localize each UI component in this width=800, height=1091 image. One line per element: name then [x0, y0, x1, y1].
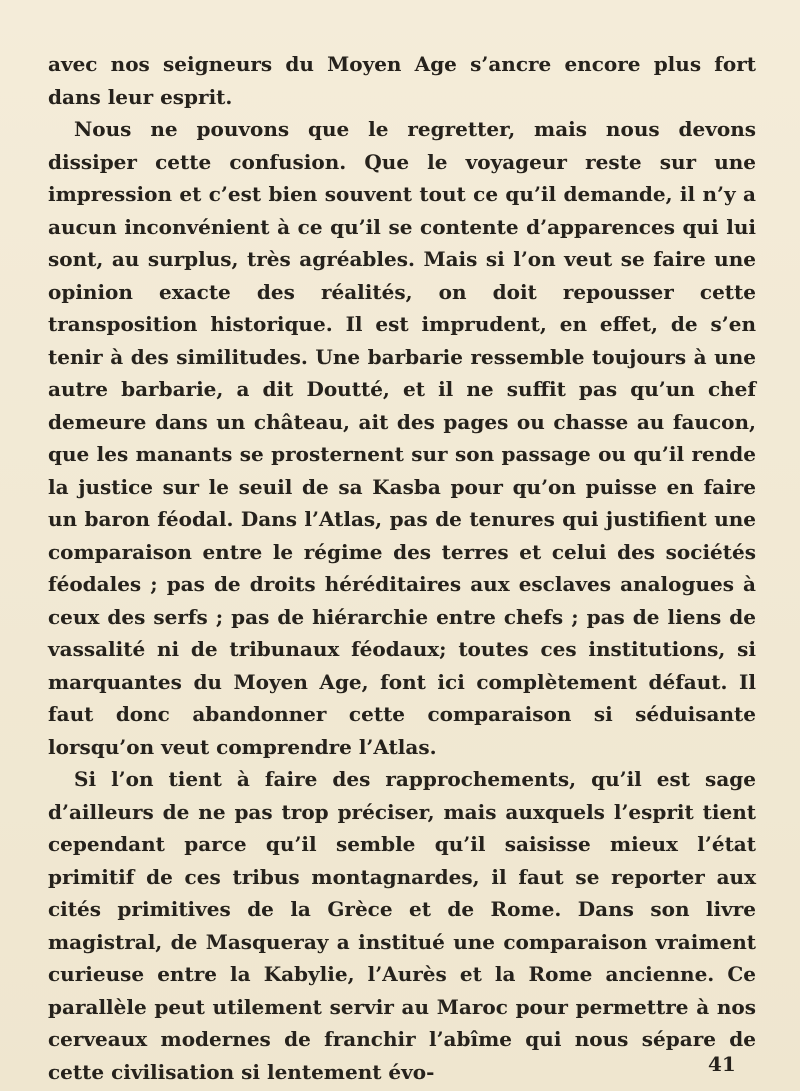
paragraph-continuation: avec nos seigneurs du Moyen Age s’ancre encore plus fort dans leur esprit.	[48, 52, 756, 109]
paragraph-confusion: Nous ne pouvons que le regretter, mais nous devons dissiper cette confusion. Que le voyageur reste sur une impression et c’est bien souvent tout ce qu’il demande, il n’y a aucun inconvénient à ce qu’il se contente d’apparences qui lui sont, au surplus, très agréables. Mais si l’on veut se faire une opinion exacte des réalités, on doit repousser cette transposition historique. Il est imprudent, en effet, de s’en tenir à des similitudes. Une barbarie ressemble toujours à une autre barbarie, a dit Doutté, et il ne suffit pas qu’un chef demeure dans un château, ait des pages ou chasse au faucon, que les manants se prosternent sur son passage ou qu’il rende la justice sur le seuil de sa Kasba pour qu’on puisse en faire un baron féodal. Dans l’Atlas, pas de tenures qui justifient une comparaison entre le régime des terres et celui des sociétés féodales ; pas de droits héréditaires aux esclaves analogues à ceux des serfs ; pas de hiérarchie entre chefs ; pas de liens de vassalité ni de tribunaux féodaux; toutes ces institutions, si marquantes du Moyen Age, font ici complètement défaut. Il faut donc abandonner cette comparaison si séduisante lorsqu’on veut comprendre l’Atlas.	[48, 117, 756, 759]
page-number: 41	[708, 1052, 736, 1076]
body-text	[48, 48, 756, 1088]
paragraph-rapprochements: Si l’on tient à faire des rapprochements, qu’il est sage d’ailleurs de ne pas trop préciser, mais auxquels l’esprit tient cependant parce qu’il semble qu’il saisisse mieux l’état primitif de ces tribus montagnardes, il faut se reporter aux cités primitives de la Grèce et de Rome. Dans son livre magistral, de Masqueray a institué une comparaison vraiment curieuse entre la Kabylie, l’Aurès et la Rome ancienne. Ce parallèle peut utilement servir au Maroc pour permettre à nos cerveaux modernes de franchir l’abîme qui nous sépare de cette civilisation si lentement évo-	[48, 767, 756, 1084]
